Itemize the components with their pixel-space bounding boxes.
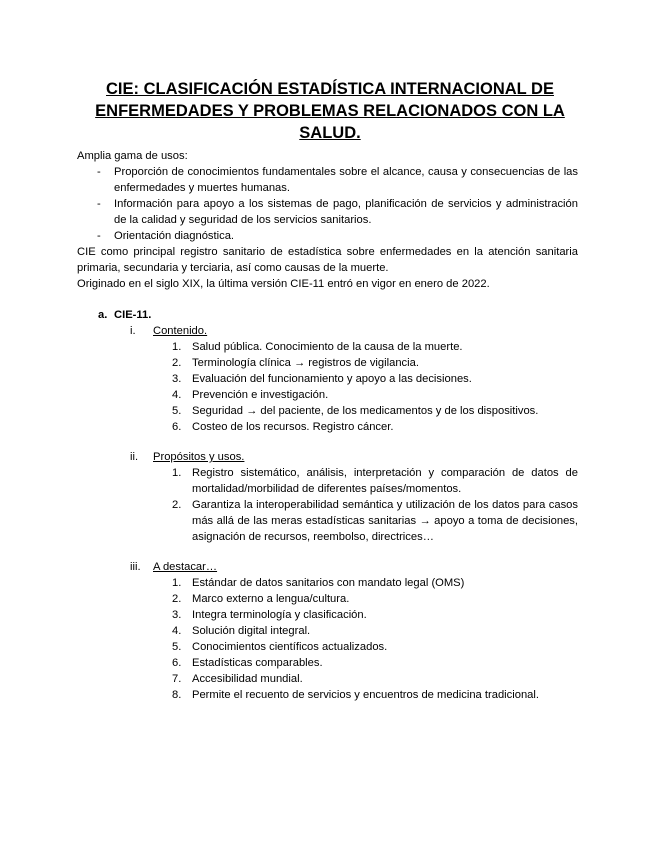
list-item: 1. Registro sistemático, análisis, interpretación y comparación de datos de mortalidad/morbilidad de diferentes países/momentos. <box>172 467 578 495</box>
list-item: - Proporción de conocimientos fundamentales sobre el alcance, causa y consecuencias de las enfermedades y muertes humanas. <box>77 164 578 196</box>
uses-list <box>77 164 578 244</box>
list-item: 2. Terminología clínica → registros de vigilancia. <box>172 357 419 369</box>
list-item: 6. Estadísticas comparables. <box>172 657 323 669</box>
destacar-list <box>77 575 578 703</box>
list-item: - Orientación diagnóstica. <box>77 228 578 244</box>
intro-block <box>77 148 578 292</box>
list-item: 2. Marco externo a lengua/cultura. <box>172 593 350 605</box>
list-item: 4. Prevención e investigación. <box>172 389 329 401</box>
propositos-list <box>77 465 578 545</box>
subsection-marker: i. <box>130 325 136 337</box>
list-item: 5. Conocimientos científicos actualizados. <box>172 641 388 653</box>
intro-line: Amplia gama de usos: <box>77 150 188 162</box>
subsection-heading: Propósitos y usos. <box>153 451 245 463</box>
document-title: CIE: CLASIFICACIÓN ESTADÍSTICA INTERNACIONAL DE ENFERMEDADES Y PROBLEMAS RELACIONADOS CON LA SALUD. <box>95 80 565 142</box>
section-label: CIE-11. <box>114 309 152 321</box>
list-item: 1. Salud pública. Conocimiento de la causa de la muerte. <box>172 341 463 353</box>
list-item: - Información para apoyo a los sistemas de pago, planificación de servicios y administración de la calidad y seguridad de los servicios sanitarios. <box>77 196 578 228</box>
contenido-list <box>77 339 578 435</box>
subsection-marker: ii. <box>130 451 139 463</box>
section-cie11 <box>77 307 578 703</box>
list-item: 7. Accesibilidad mundial. <box>172 673 303 685</box>
list-item: 2. Garantiza la interoperabilidad semántica y utilización de los datos para casos más allá de las meras estadísticas sanitarias → apoyo a toma de decisiones, asignación de recursos, reembolso, directrices… <box>172 499 578 543</box>
list-item: 8. Permite el recuento de servicios y encuentros de medicina tradicional. <box>172 689 539 701</box>
list-item: 3. Evaluación del funcionamiento y apoyo a las decisiones. <box>172 373 472 385</box>
subsection-propositos <box>77 449 578 465</box>
subsection-destacar <box>77 559 578 575</box>
paragraph-registry: CIE como principal registro sanitario de estadística sobre enfermedades en la atención sanitaria primaria, secundaria y terciaria, así como causas de la muerte. <box>77 246 578 274</box>
paragraph-origin: Originado en el siglo XIX, la última versión CIE-11 entró en vigor en enero de 2022. <box>77 278 490 290</box>
list-item: 1. Estándar de datos sanitarios con mandato legal (OMS) <box>172 577 465 589</box>
list-item: 4. Solución digital integral. <box>172 625 311 637</box>
list-item: 6. Costeo de los recursos. Registro cáncer. <box>172 421 394 433</box>
subsection-heading: Contenido. <box>153 325 208 337</box>
subsection-heading: A destacar… <box>153 561 218 573</box>
section-marker: a. <box>98 309 108 321</box>
subsection-marker: iii. <box>130 561 141 573</box>
list-item: 5. Seguridad → del paciente, de los medicamentos y de los dispositivos. <box>172 405 539 417</box>
subsection-contenido <box>77 323 578 339</box>
list-item: 3. Integra terminología y clasificación. <box>172 609 367 621</box>
